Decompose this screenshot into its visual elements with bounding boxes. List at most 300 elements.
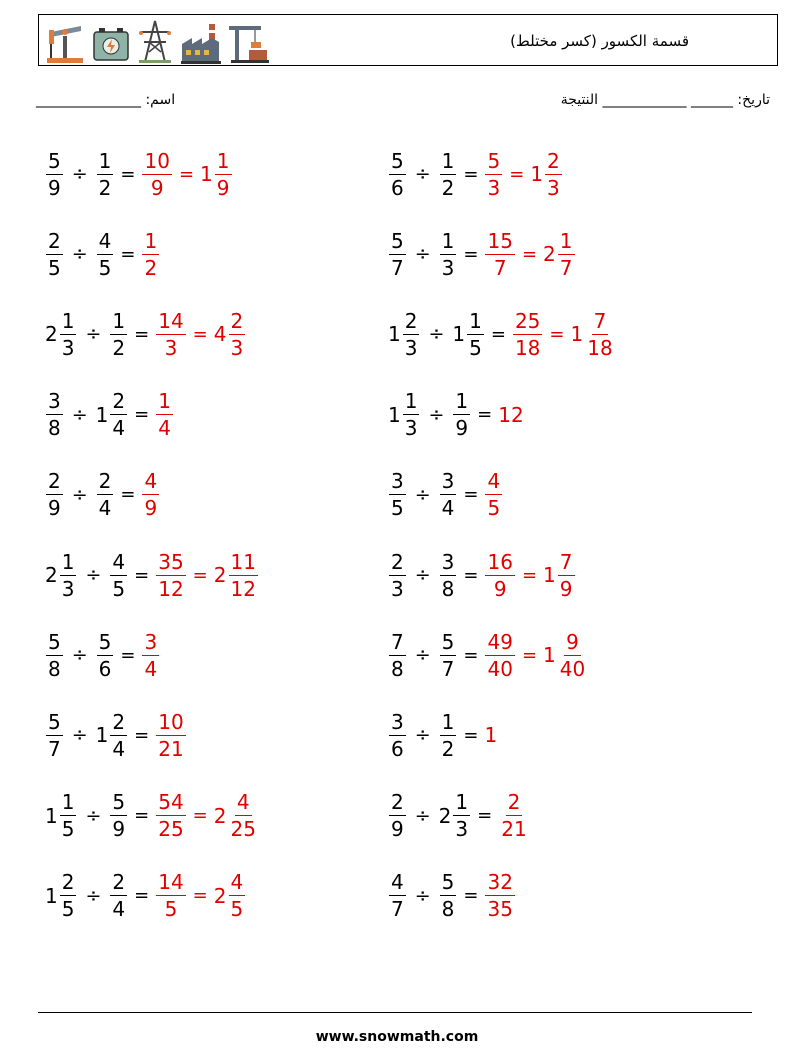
equals-sign: = (134, 724, 150, 746)
dividend-numerator: 3 (48, 389, 61, 414)
divisor-whole: 1 (95, 402, 109, 427)
divisor-numerator: 1 (98, 148, 112, 173)
divide-sign: ÷ (71, 724, 88, 747)
equals-sign: = (134, 885, 150, 907)
dividend-denominator: 7 (391, 897, 404, 922)
answer-improper-fraction (156, 308, 185, 360)
problem-5 (45, 302, 246, 366)
equals-sign: = (463, 644, 479, 666)
answer-mixed (570, 308, 616, 360)
dividend-whole: 2 (45, 322, 58, 347)
answer-improper-denominator: 25 (158, 817, 184, 842)
answer-improper-fraction (485, 228, 514, 280)
dividend-fraction (389, 469, 406, 521)
dividend (388, 870, 407, 922)
dividend-fraction (403, 308, 420, 360)
answer-mixed-numerator: 7 (559, 549, 573, 574)
dividend-fraction (46, 629, 63, 681)
divisor-denominator: 7 (441, 656, 455, 681)
divide-sign: ÷ (71, 163, 88, 185)
dividend-denominator: 8 (391, 656, 404, 681)
dividend-denominator: 3 (404, 335, 418, 360)
answer-improper-numerator: 54 (158, 790, 184, 815)
answer-improper-fraction (156, 790, 185, 842)
answer-mixed-numerator: 1 (216, 148, 230, 173)
header-box (38, 14, 778, 66)
divisor (109, 308, 128, 360)
divisor-numerator: 1 (112, 308, 126, 333)
dividend-denominator: 8 (48, 416, 61, 441)
divisor (439, 549, 458, 601)
dividend-whole: 1 (45, 803, 58, 828)
dividend-numerator: 7 (391, 629, 404, 654)
answer-mixed-numerator: 1 (559, 228, 573, 253)
dividend-numerator: 3 (391, 469, 404, 494)
answer-improper-denominator: 3 (164, 335, 178, 360)
divide-sign: ÷ (414, 564, 431, 586)
divisor-fraction (440, 709, 457, 761)
dividend-fraction (60, 790, 77, 842)
dividend (45, 629, 64, 681)
divide-sign: ÷ (71, 483, 88, 506)
dividend (45, 549, 77, 601)
divisor-numerator: 1 (441, 709, 455, 734)
dividend-fraction (389, 709, 406, 761)
answer-mixed (543, 228, 575, 280)
dividend-numerator: 2 (61, 870, 75, 895)
dividend-whole: 1 (45, 883, 58, 908)
divisor-denominator: 9 (455, 416, 469, 441)
date-label: تاريخ: (737, 92, 770, 108)
answer-improper (155, 790, 186, 842)
score-label: النتيجة (560, 92, 599, 108)
answer-mixed-fraction (558, 549, 575, 601)
problem-7 (45, 383, 174, 447)
dividend-denominator: 6 (391, 175, 404, 200)
answer-equals-sign: = (521, 243, 538, 265)
dividend-numerator: 5 (391, 148, 404, 173)
footer-url: www.snowmath.com (315, 1029, 479, 1045)
answer-mixed-fraction (585, 308, 614, 360)
divisor-fraction (467, 308, 484, 360)
name-label: اسم: (145, 92, 176, 108)
answer-improper-fraction (156, 389, 173, 441)
crane-icon (227, 20, 271, 64)
answer-improper-denominator: 21 (501, 817, 527, 842)
answer-improper-numerator: 4 (487, 469, 501, 494)
dividend-denominator: 8 (48, 656, 61, 681)
dividend (45, 790, 77, 842)
divisor-fraction (97, 629, 114, 681)
answer-mixed (213, 549, 259, 601)
divisor-numerator: 2 (98, 469, 112, 494)
equals-sign: = (463, 724, 479, 746)
problem-19 (45, 864, 246, 928)
equals-sign: = (477, 805, 493, 827)
answer-improper-numerator: 10 (144, 148, 170, 173)
divide-sign: ÷ (414, 884, 431, 907)
answer-mixed-whole: 2 (213, 883, 227, 908)
divisor-numerator: 5 (441, 870, 455, 895)
divisor-fraction (453, 790, 470, 842)
divide-sign: ÷ (414, 804, 431, 827)
answer-improper (155, 308, 186, 360)
answer-improper-fraction (142, 629, 159, 681)
answer-improper-fraction (485, 629, 514, 681)
answer-mixed-numerator: 4 (230, 870, 244, 895)
answer-improper-numerator: 14 (158, 308, 184, 333)
answer-equals-sign: = (192, 564, 208, 586)
answer-improper-numerator: 15 (487, 228, 513, 253)
divisor-numerator: 1 (441, 148, 455, 173)
answer-mixed (543, 549, 575, 601)
divisor-fraction (97, 148, 114, 200)
problem-15 (45, 703, 187, 767)
power-tower-icon (135, 18, 175, 64)
divisor-denominator: 8 (441, 897, 455, 922)
divisor (109, 549, 128, 601)
equals-sign: = (477, 404, 493, 426)
dividend-numerator: 1 (404, 389, 418, 414)
divisor (439, 148, 458, 200)
answer-improper-denominator: 9 (493, 576, 507, 601)
divisor-denominator: 2 (112, 335, 126, 360)
divisor-fraction (440, 870, 457, 922)
dividend-numerator: 2 (391, 790, 404, 815)
dividend-fraction (389, 228, 406, 280)
divisor (109, 790, 128, 842)
answer-improper (484, 870, 515, 922)
answer-improper-numerator: 5 (487, 148, 501, 173)
answer-improper-denominator: 5 (164, 897, 178, 922)
answer-improper-numerator: 35 (158, 549, 184, 574)
dividend (45, 870, 77, 922)
divisor-denominator: 2 (98, 175, 112, 200)
dividend (45, 709, 64, 761)
problem-17 (45, 784, 259, 848)
dividend-numerator: 3 (391, 709, 404, 734)
answer-mixed-fraction (229, 790, 258, 842)
divisor-denominator: 2 (441, 175, 455, 200)
problem-13 (45, 623, 160, 687)
answer-improper-denominator: 35 (487, 897, 513, 922)
answer-improper-denominator: 4 (144, 656, 158, 681)
divide-sign: ÷ (414, 163, 431, 185)
dividend-fraction (60, 870, 77, 922)
equals-sign: = (463, 484, 479, 506)
divisor-fraction (110, 549, 127, 601)
divisor-fraction (97, 228, 114, 280)
dividend (388, 469, 407, 521)
dividend-denominator: 7 (48, 736, 61, 761)
divisor-numerator: 1 (469, 308, 482, 333)
answer-mixed-denominator: 18 (587, 335, 613, 360)
answer-improper-fraction (485, 870, 514, 922)
divisor-numerator: 3 (441, 549, 455, 574)
answer-mixed-fraction (215, 148, 232, 200)
answer-mixed-whole: 1 (543, 563, 556, 587)
divisor-denominator: 5 (112, 576, 126, 601)
answer-mixed-whole: 1 (570, 322, 584, 347)
divisor (439, 870, 458, 922)
answer-mixed-numerator: 11 (230, 549, 256, 574)
factory-icon (179, 20, 223, 64)
header-icons (43, 18, 271, 64)
answer-mixed (213, 870, 246, 922)
answer-improper-denominator: 9 (144, 496, 158, 521)
problem-1 (45, 142, 233, 206)
date-blank: ______ (690, 92, 733, 108)
answer-mixed-fraction (558, 629, 587, 681)
answer-improper-numerator: 32 (487, 870, 513, 895)
dividend-fraction (46, 389, 63, 441)
dividend-numerator: 4 (391, 870, 404, 895)
answer-improper-numerator: 14 (158, 870, 184, 895)
answer-mixed-whole: 2 (213, 563, 227, 587)
divisor-numerator: 3 (441, 469, 455, 494)
dividend-fraction (389, 549, 406, 601)
dividend (45, 228, 64, 280)
problem-11 (45, 543, 259, 607)
problem-10 (388, 463, 503, 527)
divisor-numerator: 1 (455, 790, 469, 815)
divide-sign: ÷ (71, 403, 88, 426)
divisor-numerator: 2 (112, 389, 126, 414)
divisor-numerator: 2 (112, 709, 126, 734)
worksheet-title: قسمة الكسور (كسر مختلط) (510, 32, 689, 50)
dividend (388, 389, 420, 441)
answer-mixed-denominator: 40 (559, 656, 586, 681)
divisor-fraction (440, 148, 457, 200)
answer-mixed-fraction (229, 308, 246, 360)
divisor-numerator: 4 (112, 549, 126, 574)
answer-improper-denominator: 2 (144, 255, 158, 280)
divisor-fraction (440, 629, 457, 681)
problem-12 (388, 543, 576, 607)
answer-improper (155, 870, 186, 922)
dividend-fraction (46, 709, 63, 761)
oil-pump-icon (43, 22, 87, 64)
divide-sign: ÷ (428, 323, 445, 346)
answer-mixed-whole: 2 (543, 242, 556, 267)
equals-sign: = (120, 243, 136, 265)
problem-8 (388, 383, 524, 447)
answer-mixed-whole: 1 (530, 162, 544, 186)
answer-improper (155, 389, 174, 441)
answer-mixed-whole: 1 (543, 643, 556, 668)
answer-mixed-fraction (229, 549, 258, 601)
answer-improper (141, 629, 160, 681)
answer-improper-fraction (485, 148, 502, 200)
answer-improper (484, 148, 503, 200)
dividend-numerator: 5 (391, 228, 404, 253)
answer-mixed-numerator: 2 (547, 148, 560, 173)
dividend-fraction (60, 308, 77, 360)
divisor-denominator: 2 (441, 736, 455, 761)
dividend-whole: 1 (388, 402, 401, 427)
divisor-whole: 2 (438, 803, 452, 828)
answer-improper (512, 308, 543, 360)
divisor-fraction (110, 709, 127, 761)
answer-mixed-fraction (545, 148, 562, 200)
answer-improper-numerator: 1 (144, 228, 158, 253)
divisor-fraction (97, 469, 114, 521)
answer-improper-fraction (156, 870, 185, 922)
equals-sign: = (490, 323, 506, 345)
divisor-denominator: 4 (112, 897, 126, 922)
dividend (388, 148, 407, 200)
answer-improper (141, 148, 172, 200)
answer-mixed-denominator: 9 (216, 175, 230, 200)
answer-mixed-numerator: 7 (593, 308, 607, 333)
answer-improper (484, 549, 515, 601)
divisor-whole: 1 (95, 723, 109, 748)
answer-improper-fraction (156, 549, 185, 601)
dividend-numerator: 1 (61, 790, 75, 815)
divisor (96, 148, 115, 200)
divisor-denominator: 3 (455, 817, 469, 842)
answer-improper-denominator: 21 (158, 736, 184, 761)
divisor-denominator: 8 (441, 576, 455, 601)
equals-sign: = (134, 404, 150, 426)
divide-sign: ÷ (414, 644, 431, 667)
dividend-denominator: 5 (48, 255, 61, 280)
divisor (438, 790, 471, 842)
dividend (45, 469, 64, 521)
divisor-denominator: 9 (112, 817, 126, 842)
answer-equals-sign: = (549, 323, 565, 345)
divisor-fraction (440, 228, 457, 280)
problem-9 (45, 463, 160, 527)
divide-sign: ÷ (85, 884, 102, 907)
dividend (45, 389, 64, 441)
answer-mixed-denominator: 3 (230, 335, 244, 360)
divisor (96, 629, 115, 681)
problem-18 (388, 784, 530, 848)
answer-improper-denominator: 12 (158, 576, 184, 601)
answer-improper-denominator: 5 (487, 496, 501, 521)
divisor-numerator: 1 (441, 228, 455, 253)
answer-improper-numerator: 49 (487, 629, 513, 654)
divisor-denominator: 4 (441, 496, 455, 521)
divisor (439, 228, 458, 280)
answer-improper (141, 228, 160, 280)
answer-mixed-denominator: 12 (230, 576, 256, 601)
answer-mixed-denominator: 5 (230, 897, 244, 922)
answer-improper-fraction (156, 709, 185, 761)
answer-equals-sign: = (178, 163, 195, 185)
answer-improper (155, 709, 186, 761)
answer-improper-numerator: 3 (144, 629, 158, 654)
problem-16 (388, 703, 497, 767)
answer-whole: 1 (484, 723, 498, 748)
dividend-fraction (46, 228, 63, 280)
dividend-fraction (389, 790, 406, 842)
dividend-fraction (389, 148, 406, 200)
answer-improper-fraction (513, 308, 542, 360)
divide-sign: ÷ (85, 323, 102, 346)
answer-equals-sign: = (192, 805, 208, 827)
answer-mixed-denominator: 9 (559, 576, 573, 601)
answer-improper (484, 469, 503, 521)
dividend (388, 709, 407, 761)
divisor-denominator: 6 (98, 656, 112, 681)
divisor (452, 308, 484, 360)
answer-improper-denominator: 7 (493, 255, 507, 280)
dividend (45, 148, 64, 200)
answer-improper-denominator: 40 (487, 656, 513, 681)
answer-mixed-numerator: 9 (566, 629, 579, 654)
answer-improper-numerator: 1 (158, 389, 171, 414)
answer-equals-sign: = (192, 323, 208, 345)
divisor-whole: 1 (452, 322, 466, 347)
dividend-denominator: 9 (391, 817, 404, 842)
dividend-numerator: 5 (48, 629, 61, 654)
divisor-fraction (110, 389, 127, 441)
answer-mixed (530, 148, 562, 200)
battery-icon (91, 22, 131, 64)
dividend-fraction (46, 148, 63, 200)
answer-equals-sign: = (192, 885, 208, 907)
answer-mixed-numerator: 4 (236, 790, 250, 815)
dividend (388, 790, 407, 842)
name-blank: _______________ (36, 92, 141, 108)
divisor-numerator: 2 (112, 870, 126, 895)
answer-improper-numerator: 4 (144, 469, 158, 494)
answer-mixed-numerator: 2 (230, 308, 244, 333)
dividend-numerator: 2 (404, 308, 418, 333)
score-blank: ____________ (602, 92, 687, 108)
problem-3 (45, 222, 160, 286)
answer-mixed-fraction (558, 228, 575, 280)
equals-sign: = (120, 163, 136, 185)
divide-sign: ÷ (428, 403, 445, 426)
dividend-numerator: 1 (61, 308, 75, 333)
divisor-fraction (110, 870, 127, 922)
divisor-fraction (440, 469, 457, 521)
equals-sign: = (463, 564, 479, 586)
dividend (388, 228, 407, 280)
divisor (95, 389, 128, 441)
footer-divider (38, 1012, 752, 1013)
answer-improper-fraction (142, 148, 171, 200)
dividend-whole: 2 (45, 563, 58, 587)
equals-sign: = (134, 564, 150, 586)
answer-improper (498, 790, 529, 842)
info-name (36, 92, 175, 108)
divisor (439, 469, 458, 521)
answer-mixed-whole: 1 (200, 162, 213, 186)
answer-improper-numerator: 16 (487, 549, 513, 574)
dividend (388, 308, 420, 360)
answer-improper-numerator: 2 (507, 790, 521, 815)
answer-improper-fraction (142, 469, 159, 521)
problem-20 (388, 864, 516, 928)
answer-equals-sign: = (521, 644, 538, 666)
dividend-denominator: 5 (61, 897, 75, 922)
dividend-denominator: 9 (48, 175, 61, 200)
info-date-score (561, 92, 770, 108)
divisor-denominator: 4 (112, 736, 126, 761)
dividend-numerator: 1 (61, 549, 75, 574)
problem-2 (388, 142, 563, 206)
divisor (439, 709, 458, 761)
divisor (439, 629, 458, 681)
dividend-numerator: 5 (48, 148, 61, 173)
equals-sign: = (120, 644, 136, 666)
dividend-numerator: 2 (48, 469, 61, 494)
dividend-denominator: 3 (404, 416, 418, 441)
